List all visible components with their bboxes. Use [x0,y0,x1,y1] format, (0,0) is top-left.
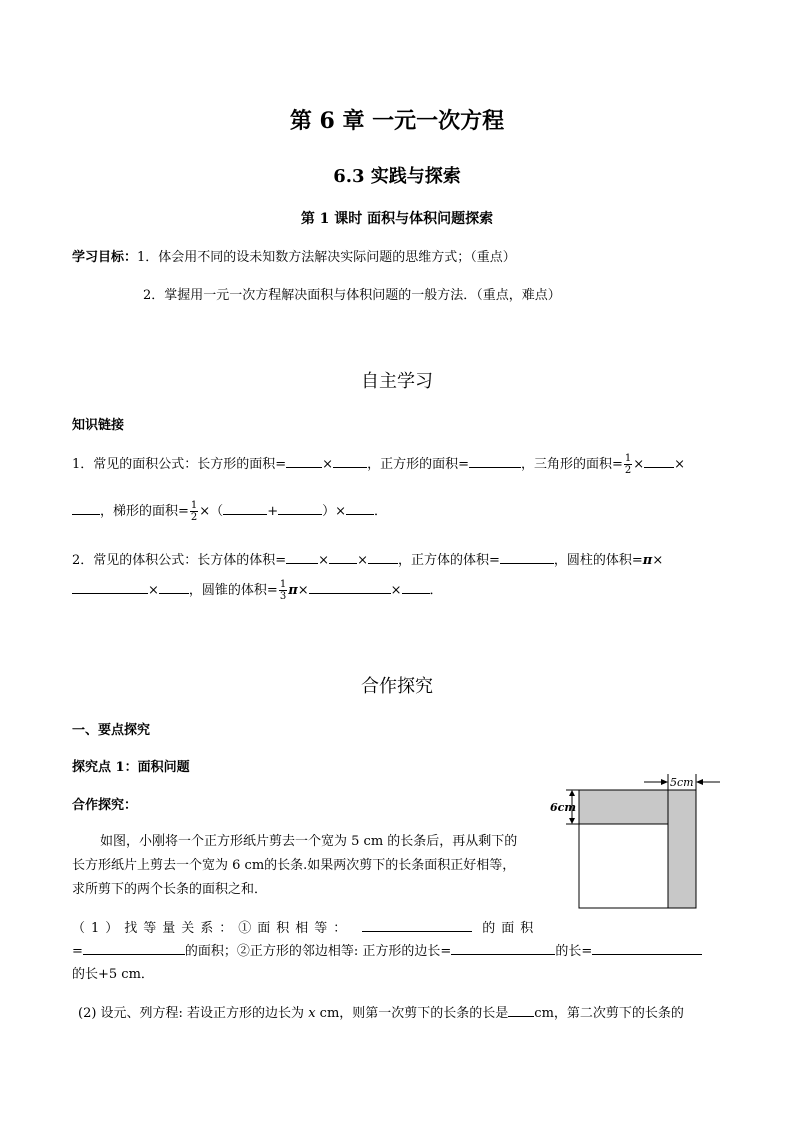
blank[interactable] [500,549,554,564]
blank[interactable] [508,1002,534,1017]
knowledge-link-label: 知识链接 [72,418,125,433]
blank[interactable] [329,549,357,564]
fraction-half: $\frac{1}{2}$ [190,500,198,523]
blank[interactable] [362,917,472,932]
label-6cm: 6cm [550,801,576,814]
objective-2: 2．掌握用一元一次方程解决面积与体积问题的一般方法．（重点，难点） [143,288,561,303]
fraction-half: $\frac{1}{2}$ [624,453,632,476]
objectives-label: 学习目标： [72,250,138,265]
blank[interactable] [592,940,702,955]
blank[interactable] [286,549,318,564]
step1-line1: （1）找等量关系：①面积相等： 的面积 [72,917,539,936]
blank[interactable] [469,453,521,468]
self-study-heading: 自主学习 [361,371,433,392]
cut-strip-5cm [668,790,696,908]
problem-line-2: 长方形纸片上剪去一个宽为 6 cm的长条.如果两次剪下的长条面积正好相等， [72,858,516,873]
problem-line-1: 如图，小刚将一个正方形纸片剪去一个宽为 5 cm 的长条后，再从剩下的 [100,834,518,849]
area-formula-line2: ，梯形的面积= $\frac{1}{2}$ ×（ + ）× ． [72,500,387,523]
blank[interactable] [159,579,189,594]
blank[interactable] [72,579,148,594]
cut-strip-6cm [579,790,668,824]
volume-formula-line2: × ，圆锥的体积= $\frac{1}{3}$ π× × ． [72,579,443,602]
blank[interactable] [644,453,674,468]
cooperative-heading: 合作探究 [361,676,433,697]
part-1-title: 一、要点探究 [72,723,151,738]
blank[interactable] [368,549,398,564]
blank[interactable] [402,579,430,594]
cooperative-label: 合作探究： [72,798,138,813]
pi-symbol: π [642,553,653,568]
blank[interactable] [83,940,185,955]
inquiry-point-1: 探究点 1：面积问题 [72,760,190,775]
area-formula-line1: 1．常见的面积公式：长方形的面积= × ，正方形的面积= ，三角形的面积= $\frac{1}{2}$ × × [72,453,686,476]
volume-formula-line1: 2．常见的体积公式：长方体的体积= × × ，正方体的体积= ，圆柱的体积=π× [72,549,663,568]
blank[interactable] [309,579,391,594]
square-paper-figure [544,770,724,912]
blank[interactable] [72,500,100,515]
objectives-line1 [72,246,516,265]
chapter-title: 第 6 章 一元一次方程 [289,108,505,134]
label-5cm: 5cm [670,776,694,789]
section-title: 6.3 实践与探索 [333,166,461,187]
blank[interactable] [451,940,555,955]
blank[interactable] [223,500,267,515]
step1-line3: 的长+5 cm． [72,967,154,982]
step2-line1: (2) 设元、列方程: 若设正方形的边长为 x cm，则第一次剪下的长条的长是 cm，第二次剪下的长条的 [78,1002,684,1021]
blank[interactable] [333,453,367,468]
problem-line-3: 求所剪下的两个长条的面积之和． [72,882,268,897]
blank[interactable] [278,500,322,515]
blank[interactable] [346,500,374,515]
step1-line2: = 的面积；②正方形的邻边相等: 正方形的边长= 的长= [72,940,702,959]
objective-1: 1．体会用不同的设未知数方法解决实际问题的思维方式；（重点） [137,250,516,265]
fraction-third: $\frac{1}{3}$ [279,579,287,602]
blank[interactable] [286,453,322,468]
lesson-title: 第 1 课时 面积与体积问题探索 [300,211,494,227]
